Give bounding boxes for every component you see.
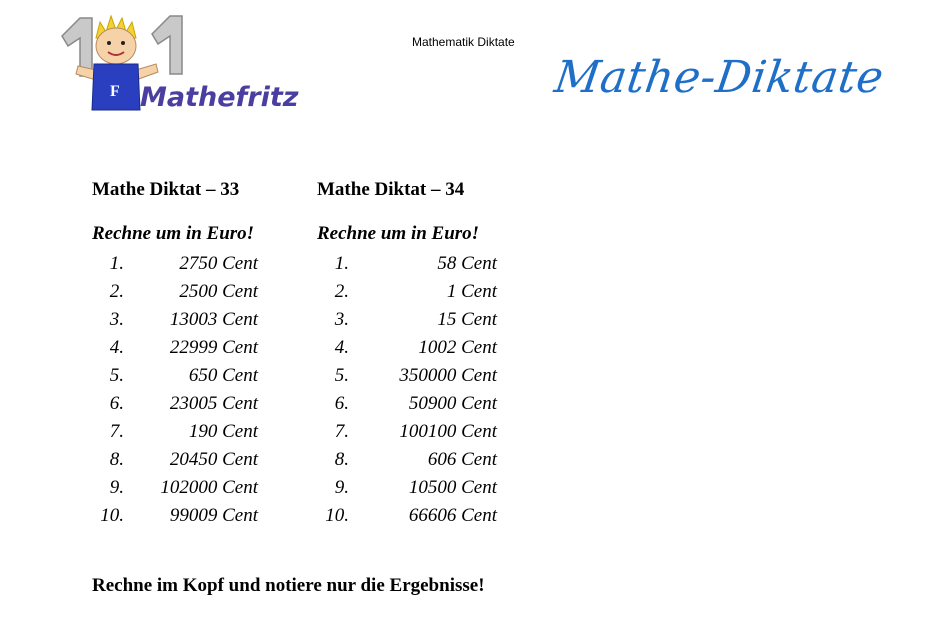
item-number: 4. [109,337,124,358]
item-value: 1002 Cent [418,337,497,358]
item-number: 3. [334,309,349,330]
item-number: 8. [334,449,349,470]
item-value: 1 Cent [446,281,497,302]
list-item [92,362,292,390]
mathefritz-logo-graphic [56,8,306,118]
list-item [92,502,292,530]
item-number: 5. [334,365,349,386]
list-item [317,306,517,334]
list-item [317,334,517,362]
list-item [317,446,517,474]
item-number: 9. [334,477,349,498]
item-number: 6. [334,393,349,414]
item-value: 22999 Cent [169,337,258,358]
diktat-instruction: Rechne um in Euro! [317,223,480,244]
item-value: 15 Cent [437,309,497,330]
item-number: 2. [109,281,124,302]
item-value: 58 Cent [437,253,497,274]
item-value: 2750 Cent [179,253,258,274]
list-item [317,278,517,306]
diktat-list [92,250,292,530]
list-item [317,390,517,418]
list-item [317,362,517,390]
item-value: 99009 Cent [169,505,258,526]
logo-text: Mathefritz [140,82,299,113]
item-value: 13003 Cent [169,309,258,330]
item-number: 10. [325,505,349,526]
item-number: 2. [334,281,349,302]
list-item [317,474,517,502]
item-number: 9. [109,477,124,498]
item-value: 650 Cent [188,365,258,386]
item-number: 4. [334,337,349,358]
item-value: 102000 Cent [160,477,258,498]
logo-face [96,28,136,64]
list-item [92,334,292,362]
logo-one-left [62,18,92,76]
list-item [317,502,517,530]
list-item [92,250,292,278]
item-number: 6. [109,393,124,414]
item-value: 23005 Cent [169,393,258,414]
script-title: Mathe-Diktate [551,52,887,103]
item-number: 1. [109,253,124,274]
item-value: 350000 Cent [399,365,497,386]
list-item [92,390,292,418]
item-value: 606 Cent [427,449,497,470]
footer-instruction: Rechne im Kopf und notiere nur die Ergebnisse! [92,575,485,596]
item-number: 3. [109,309,124,330]
item-value: 20450 Cent [169,449,258,470]
item-number: 8. [109,449,124,470]
list-item [92,446,292,474]
list-item [92,418,292,446]
item-number: 1. [334,253,349,274]
list-item [92,278,292,306]
diktat-33 [92,178,292,530]
item-value: 66606 Cent [408,505,497,526]
diktat-list [317,250,517,530]
mathefritz-logo [56,8,306,118]
list-item [92,474,292,502]
diktat-title: Mathe Diktat – 33 [92,179,240,200]
item-number: 7. [109,421,124,442]
diktat-instruction: Rechne um in Euro! [92,223,255,244]
item-number: 10. [100,505,124,526]
item-value: 50900 Cent [408,393,497,414]
logo-shirt-letter: F [110,83,120,100]
diktat-title: Mathe Diktat – 34 [317,179,465,200]
item-value: 100100 Cent [399,421,497,442]
diktat-34 [317,178,517,530]
item-number: 7. [334,421,349,442]
list-item [92,306,292,334]
list-item [317,250,517,278]
item-value: 10500 Cent [408,477,497,498]
header-center-text: Mathematik Diktate [412,35,515,49]
list-item [317,418,517,446]
item-number: 5. [109,365,124,386]
item-value: 190 Cent [188,421,258,442]
item-value: 2500 Cent [179,281,258,302]
